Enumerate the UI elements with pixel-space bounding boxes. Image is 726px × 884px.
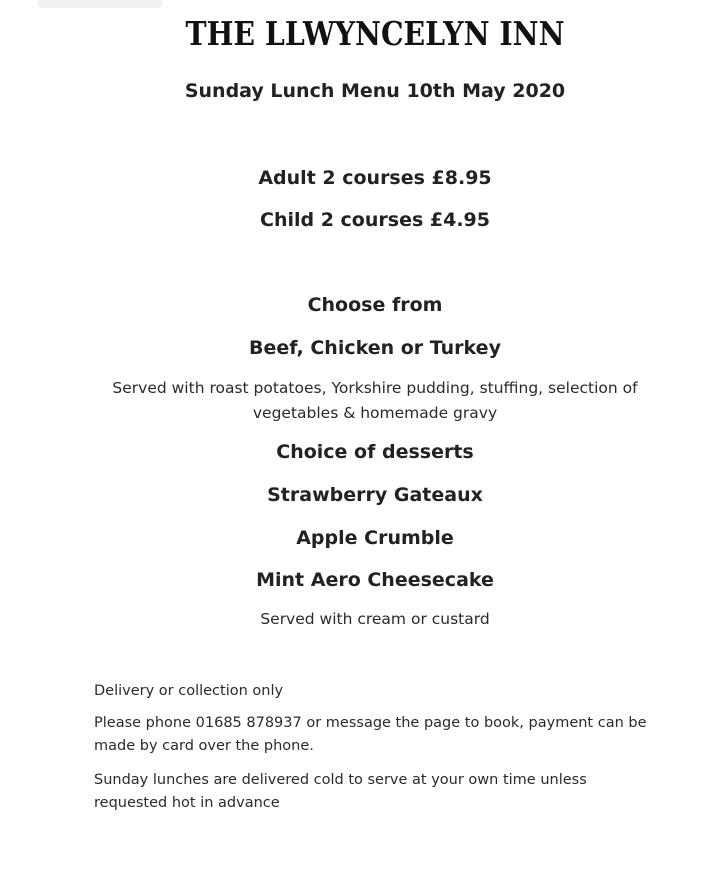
top-tab-strip — [38, 0, 162, 8]
mains-accompaniments: Served with roast potatoes, Yorkshire pudding, stuffing, selection of vegetables & homemade gravy — [112, 379, 638, 422]
adult-price: Adult 2 courses £8.95 — [258, 167, 492, 189]
child-price: Child 2 courses £4.95 — [260, 209, 490, 231]
dessert-item: Mint Aero Cheesecake — [256, 569, 494, 591]
mains-heading: Choose from — [307, 294, 443, 316]
mains-options: Beef, Chicken or Turkey — [249, 337, 501, 359]
booking-note: Please phone 01685 878937 or message the page to book, payment can be made by card over the phone. — [94, 715, 647, 754]
dessert-item: Strawberry Gateaux — [267, 484, 483, 506]
desserts-accompaniments: Served with cream or custard — [260, 610, 490, 628]
desserts-heading: Choice of desserts — [276, 441, 474, 463]
delivery-note: Delivery or collection only — [94, 683, 284, 699]
dessert-item: Apple Crumble — [296, 527, 454, 549]
menu-subtitle: Sunday Lunch Menu 10th May 2020 — [184, 80, 566, 102]
serving-note: Sunday lunches are delivered cold to serve at your own time unless requested hot in advance — [94, 772, 587, 811]
inn-title: THE LLWYNCELYN INN — [185, 14, 565, 53]
